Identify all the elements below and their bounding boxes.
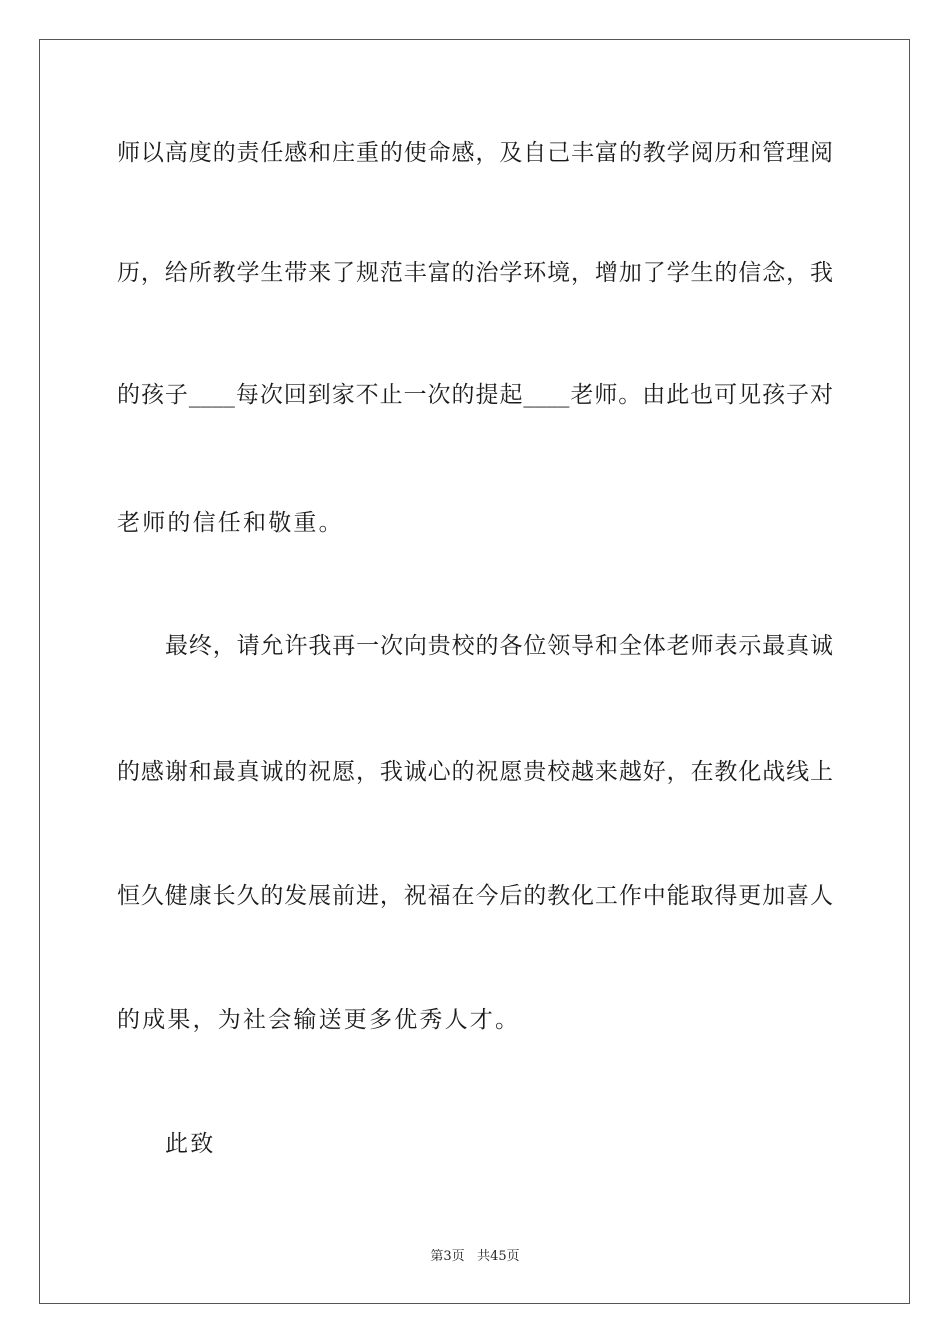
body-text-line: 师以高度的责任感和庄重的使命感，及自己丰富的教学阅历和管理阅 <box>117 140 833 166</box>
body-text-line: 的孩子____每次回到家不止一次的提起____老师。由此也可见孩子对 <box>117 382 833 408</box>
body-text-line: 恒久健康长久的发展前进，祝福在今后的教化工作中能取得更加喜人 <box>117 883 833 909</box>
total-pages: 共45页 <box>477 1249 520 1264</box>
body-text-line: 的感谢和最真诚的祝愿，我诚心的祝愿贵校越来越好，在教化战线上 <box>117 759 833 785</box>
body-text-line: 的成果，为社会输送更多优秀人才。 <box>117 1007 521 1033</box>
page-footer <box>0 1248 950 1266</box>
page-number: 第3页 <box>430 1249 465 1264</box>
body-text-line: 历，给所教学生带来了规范丰富的治学环境，增加了学生的信念，我 <box>117 260 833 286</box>
page-border <box>39 39 910 1304</box>
body-text-line: 老师的信任和敬重。 <box>117 510 344 536</box>
closing-salutation: 此致 <box>165 1131 216 1157</box>
paragraph-first-line: 最终，请允许我再一次向贵校的各位领导和全体老师表示最真诚 <box>165 633 833 659</box>
